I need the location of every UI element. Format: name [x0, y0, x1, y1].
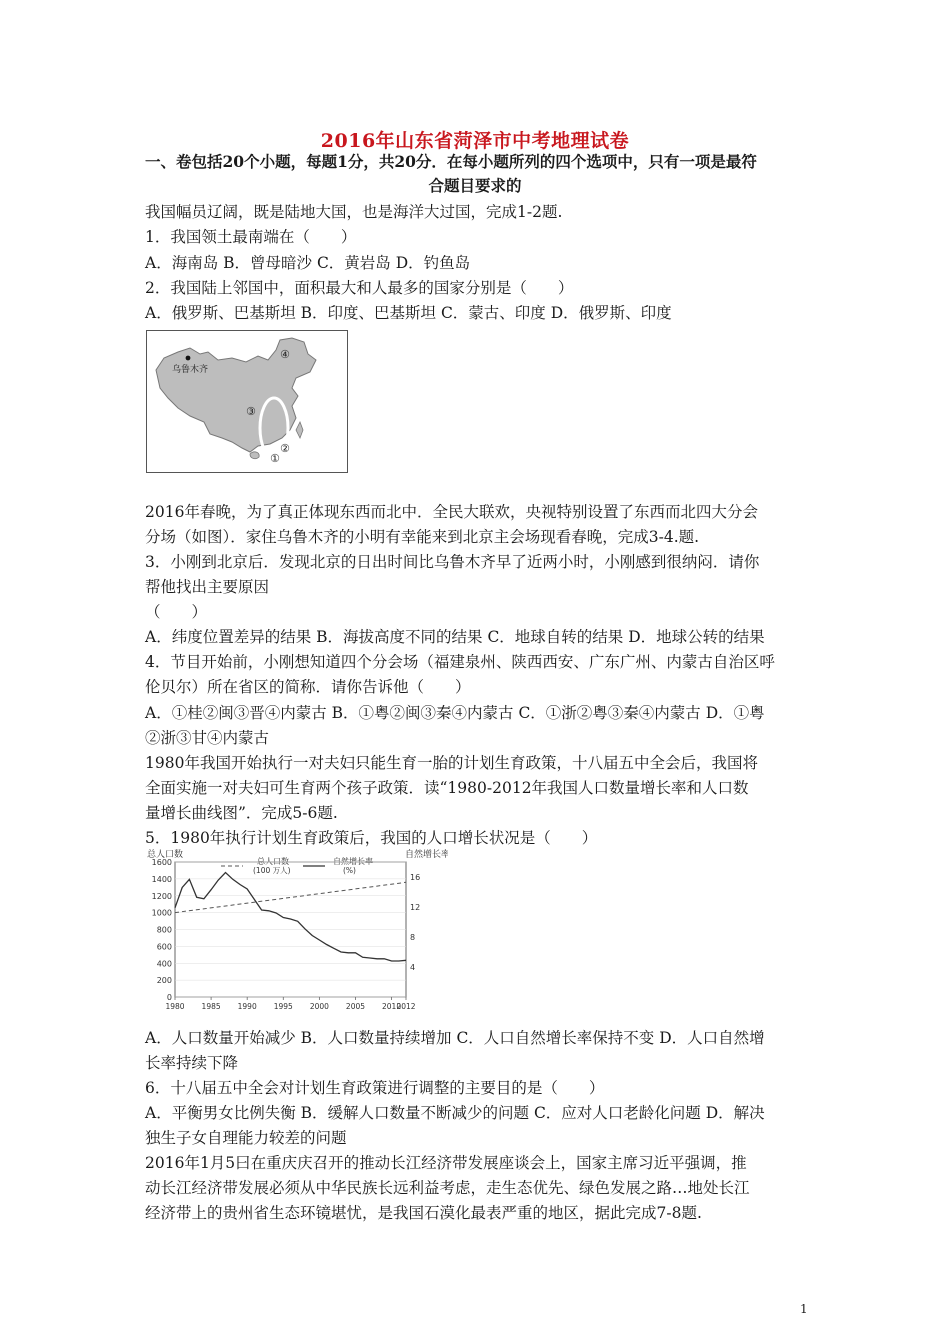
text-line: 动长江经济带发展必须从中华民族长远利益考虑，走生态优先、绿色发展之路…地处长江	[145, 1179, 750, 1197]
options-4: A．①桂②闽③晋④内蒙古 B．①粤②闽③秦④内蒙古 C．①浙②粤③秦④内蒙古 D．①粤	[145, 704, 765, 722]
section-heading-cont: 合题目要求的	[428, 176, 522, 195]
china-map-figure	[146, 330, 348, 473]
left-tick-label: 1000	[151, 908, 172, 918]
left-tick-label: 0	[166, 993, 172, 1002]
left-tick-label: 1600	[151, 858, 172, 867]
x-tick-label: 1990	[237, 1002, 257, 1011]
section-heading: 一、卷包括20个小题，每题1分，共20分．在每小题所列的四个选项中，只有一项是最符	[145, 152, 757, 171]
options-3: A．纬度位置差异的结果 B．海拔高度不同的结果 C．地球自转的结果 D．地球公转的结果	[145, 628, 765, 646]
x-tick-label: 2005	[345, 1002, 366, 1011]
right-tick-label: 12	[410, 903, 421, 912]
left-tick-label: 400	[156, 959, 172, 969]
question-5: 5．1980年执行计划生育政策后，我国的人口增长状况是（ ）	[145, 829, 598, 847]
question-1: 1．我国领土最南端在（ ）	[145, 228, 357, 246]
right-tick-label: 4	[410, 963, 416, 972]
left-tick-label: 1400	[151, 874, 172, 884]
text-line: 我国幅员辽阔，既是陆地大国，也是海洋大过国，完成1-2题.	[145, 203, 563, 221]
x-tick-label: 1980	[165, 1002, 185, 1011]
page-number: 1	[800, 1302, 808, 1316]
city-label: 乌鲁木齐	[172, 365, 209, 375]
options-2: A．俄罗斯、巴基斯坦 B．印度、巴基斯坦 C．蒙古、印度 D．俄罗斯、印度	[145, 304, 672, 322]
left-tick-label: 800	[156, 925, 172, 935]
x-tick-label: 1985	[201, 1002, 221, 1011]
options-5: A．人口数量开始减少 B．人口数量持续增加 C．人口自然增长率保持不变 D．人口自然增	[145, 1029, 765, 1047]
question-6: 6．十八届五中全会对计划生育政策进行调整的主要目的是（ ）	[145, 1079, 605, 1097]
left-axis-title: 总人口数	[147, 850, 184, 860]
china-map	[146, 330, 348, 473]
legend-label: 总人口数	[257, 857, 289, 866]
page-title: 2016年山东省菏泽市中考地理试卷	[320, 130, 630, 152]
question-2: 2．我国陆上邻国中，面积最大和人最多的国家分别是（ ）	[145, 279, 574, 297]
text-line: 2016年1月5曰在重庆庆召开的推动长江经济带发展座谈会上，国家主席习近平强调，推	[145, 1154, 747, 1172]
left-tick-label: 600	[156, 942, 172, 952]
text-line: 量增长曲线图”．完成5-6题.	[145, 804, 338, 822]
question-4: 4．节目开始前，小刚想知道四个分会场（福建泉州、陕西西安、广东广州、内蒙古自治区呼	[145, 653, 775, 671]
text-line: 2016年春晚，为了真正体现东西而北中．全民大联欢，央视特别设置了东西而北四大分会	[145, 503, 758, 521]
question-3: 3．小刚到北京后．发现北京的日出时间比乌鲁木齐早了近两小时，小刚感到很纳闷．请你	[145, 553, 760, 571]
text-line: 1980年我国开始执行一对夫妇只能生育一胎的计划生育政策，十八届五中全会后，我国将	[145, 754, 758, 772]
text-line: 经济带上的贵州省生态环镜堪忧，是我国石漠化最表严重的地区，据此完成7-8题.	[145, 1204, 702, 1222]
series-line-total-population	[175, 882, 406, 912]
text-line: 全面实施一对夫妇可生育两个孩子政策．读“1980-2012年我国人口数量增长率和人口数	[145, 779, 749, 797]
x-tick-label: 2010	[382, 1002, 402, 1011]
right-tick-label: 16	[410, 873, 421, 882]
options-4-cont: ②浙③甘④内蒙古	[145, 729, 270, 747]
left-tick-label: 1200	[151, 891, 172, 901]
marker-1: ①	[270, 452, 280, 465]
series-line-growth-rate	[175, 873, 406, 962]
population-chart-figure	[143, 848, 448, 1014]
options-6: A．平衡男女比例失衡 B．缓解人口数量不断减少的问题 C．应对人口老龄化问题 D．解决	[145, 1104, 765, 1122]
marker-4: ④	[280, 348, 290, 361]
x-tick-label: 2000	[309, 1002, 329, 1011]
text-line: 分场（如图）．家住乌鲁木齐的小明有幸能来到北京主会场现看春晚，完成3-4.题.	[145, 528, 700, 546]
question-3-cont: 帮他找出主要原因	[145, 578, 270, 596]
legend-unit: (%)	[343, 866, 356, 875]
x-tick-label: 2012	[396, 1002, 416, 1011]
left-tick-label: 200	[156, 976, 172, 986]
right-tick-label: 8	[410, 933, 416, 942]
answer-blank: （ ）	[145, 603, 208, 621]
options-1: A．海南岛 B．曾母暗沙 C．黄岩岛 D．钓鱼岛	[145, 254, 471, 272]
legend-unit: (100 万人)	[253, 866, 291, 875]
marker-3: ③	[246, 405, 256, 418]
options-5-cont: 长率持续下降	[145, 1054, 239, 1072]
x-tick-label: 1995	[273, 1002, 293, 1011]
right-axis-title: 自然增长率	[405, 850, 448, 860]
marker-2: ②	[280, 442, 290, 455]
options-6-cont: 独生子女自理能力较差的问题	[145, 1129, 347, 1147]
legend-label: 自然增长率	[333, 857, 373, 866]
question-4-cont: 伦贝尔）所在省区的简称．请你告诉他（ ）	[145, 678, 471, 696]
population-chart	[143, 848, 448, 1014]
